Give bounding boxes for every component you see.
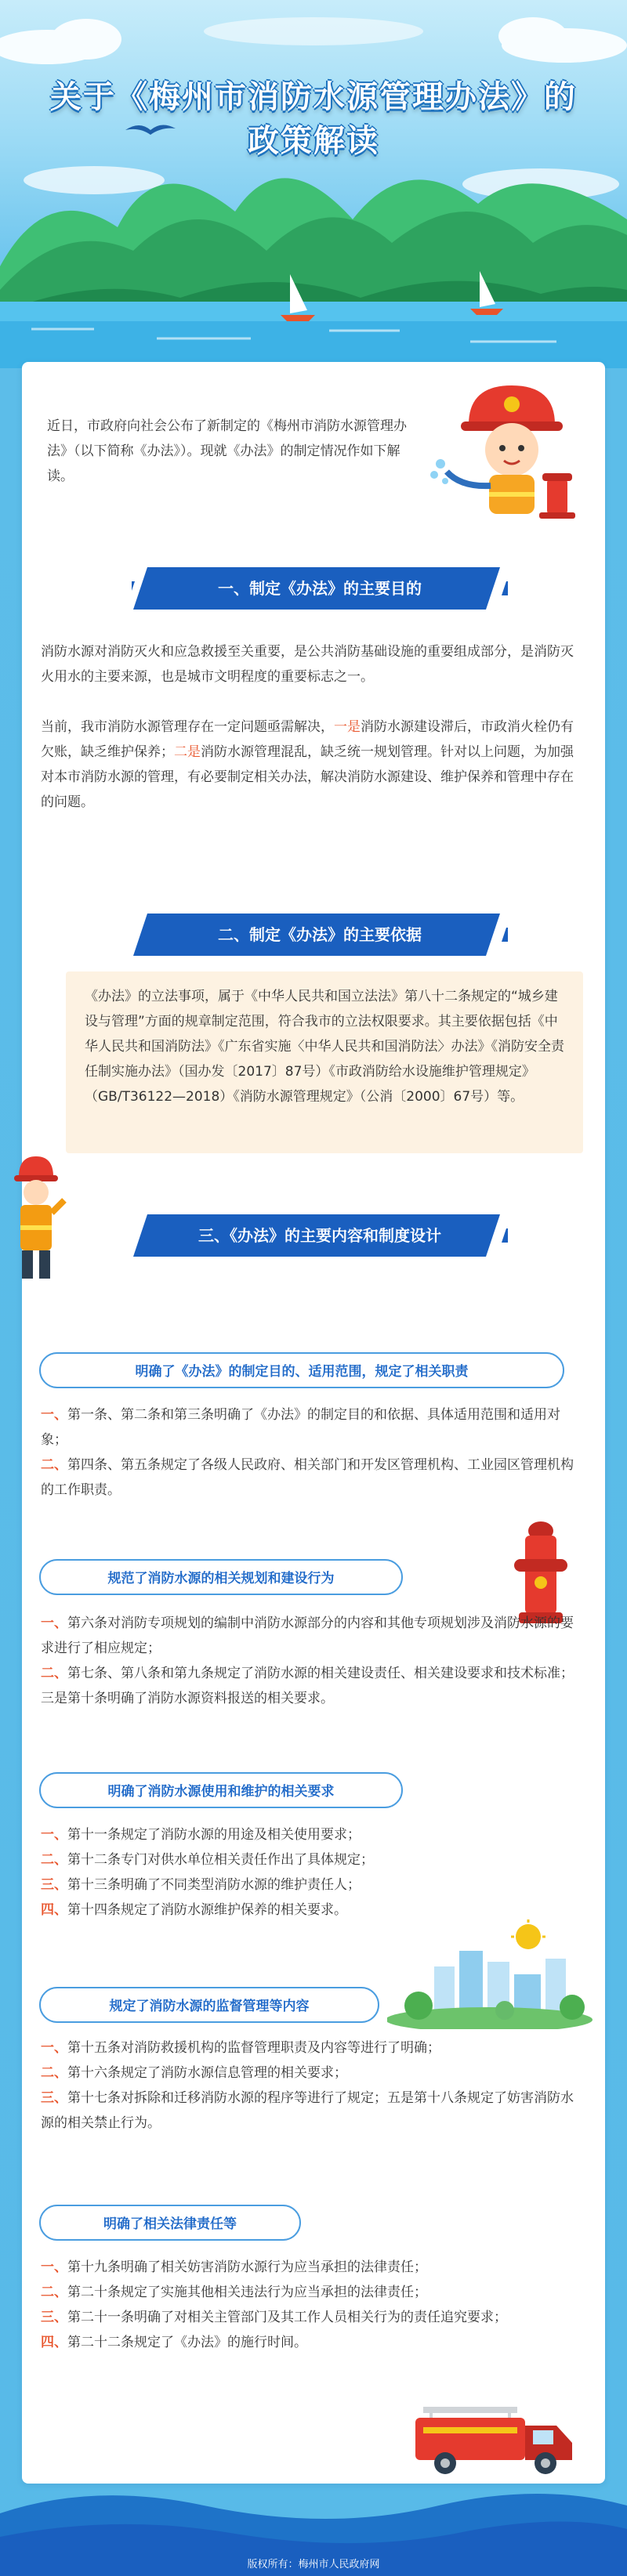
section-3-list-5 [41,2255,585,2355]
header-banner [0,0,627,368]
list-item: 二、第二十条规定了实施其他相关违法行为应当承担的法律责任； [41,2285,427,2300]
section-3-list-3 [41,1822,585,1923]
footer-copyright: 版权所有：梅州市人民政府网 [247,2559,380,2571]
list-item: 三、第二十一条明确了对相关主管部门及其工作人员相关行为的责任追究要求； [41,2310,507,2325]
hills-and-sea-illustration [0,133,627,368]
section-1-para2-e: 消防水源管理混乱，缺乏统一规划管理。针对以上问题，为加强对本市消防水源的管理，有必要制定相关办法，解决消防水源建设、维护保养和管理中存在的问题。 [41,744,574,810]
page-title-line-1: 关于《梅州市消防水源管理办法》的 [50,79,577,115]
firefighter-illustration [5,1153,67,1286]
content-card [22,362,605,2484]
section-1-paragraph-1: 消防水源对消防灭火和应急救援至关重要，是公共消防基础设施的重要组成部分，是消防灭火用水的主要来源，也是城市文明程度的重要标志之一。 [41,644,574,685]
section-2-banner [132,909,508,961]
list-item: 一、第一条、第二条和第三条明确了《办法》的制定目的和依据、具体适用范围和适用对象； [41,1407,560,1448]
section-3-pill-5: 明确了相关法律责任等 [39,2205,301,2241]
section-1-banner [132,563,508,614]
section-3-heading: 三、《办法》的主要内容和制度设计 [198,1226,441,1245]
page-title-line-2: 政策解读 [248,123,379,159]
section-3-pill-4: 规定了消防水源的监督管理等内容 [39,1987,379,2023]
section-1-point-2-label: 二是 [174,744,201,760]
section-3-list-4 [41,2035,585,2136]
section-3-pill-1: 明确了《办法》的制定目的、适用范围，规定了相关职责 [39,1352,564,1388]
intro-paragraph: 近日，市政府向社会公布了新制定的《梅州市消防水源管理办法》（以下简称《办法》）。现就《办法》的制定情况作如下解读。 [47,418,407,484]
list-item: 二、第十六条规定了消防水源信息管理的相关要求； [41,2065,347,2081]
fire-truck-illustration [408,2391,580,2477]
section-1-point-1-label: 一是 [334,719,361,735]
list-item: 三、第十七条对拆除和迁移消防水源的程序等进行了规定；五是第十八条规定了妨害消防水源的相关禁止行为。 [41,2090,574,2131]
list-item: 一、第十九条明确了相关妨害消防水源行为应当承担的法律责任； [41,2259,427,2275]
section-1-para2-a: 当前，我市消防水源管理存在一定问题亟需解决， [41,719,334,735]
list-item: 一、第六条对消防专项规划的编制中消防水源部分的内容和其他专项规划涉及消防水源的要求进行了相应规定； [41,1615,574,1656]
section-3-banner [132,1210,508,1261]
section-2-heading: 二、制定《办法》的主要依据 [218,925,422,944]
list-item: 四、第十四条规定了消防水源维护保养的相关要求。 [41,1902,347,1918]
section-3-list-2 [41,1611,585,1711]
section-2-paragraph: 《办法》的立法事项，属于《中华人民共和国立法法》第八十二条规定的“城乡建设与管理”方面的规章制定范围，符合我市的立法权限要求。其主要依据包括《中华人民共和国消防法》《广东省实施〈中华人民共和国消防法〉办法》《消防安全责任制实施办法》（国办发〔2017〕87号）《市政消防给水设施维护管理规定》（GB/T36122—2018）《消防水源管理规定》（公消〔2000〕67号）等。 [85,989,564,1105]
green-city-illustration [387,1919,593,2029]
list-item: 二、第七条、第八条和第九条规定了消防水源的相关建设责任、相关建设要求和技术标准；三是第十条明确了消防水源资料报送的相关要求。 [41,1666,574,1706]
section-3-list-1 [41,1402,585,1503]
list-item: 一、第十一条规定了消防水源的用途及相关使用要求； [41,1827,361,1843]
list-item: 二、第十二条专门对供水单位相关责任作出了具体规定； [41,1852,374,1868]
section-1-heading: 一、制定《办法》的主要目的 [218,579,422,598]
section-1-paragraph-2 [41,715,585,815]
section-1-para2-c: 消防水源建设滞后，市政消火栓仍有欠账，缺乏维护保养； [41,719,574,760]
list-item: 二、第四条、第五条规定了各级人民政府、相关部门和开发区管理机构、工业园区管理机构的工作职责。 [41,1457,574,1498]
section-3-pill-3: 明确了消防水源使用和维护的相关要求 [39,1772,403,1808]
list-item: 三、第十三条明确了不同类型消防水源的维护责任人； [41,1877,361,1893]
list-item: 一、第十五条对消防救援机构的监督管理职责及内容等进行了明确； [41,2040,440,2056]
firefighter-kid-illustration [429,378,586,526]
section-3-pill-2: 规范了消防水源的相关规划和建设行为 [39,1559,403,1595]
section-2-quote-box [66,971,583,1153]
list-item: 四、第二十二条规定了《办法》的施行时间。 [41,2335,307,2350]
